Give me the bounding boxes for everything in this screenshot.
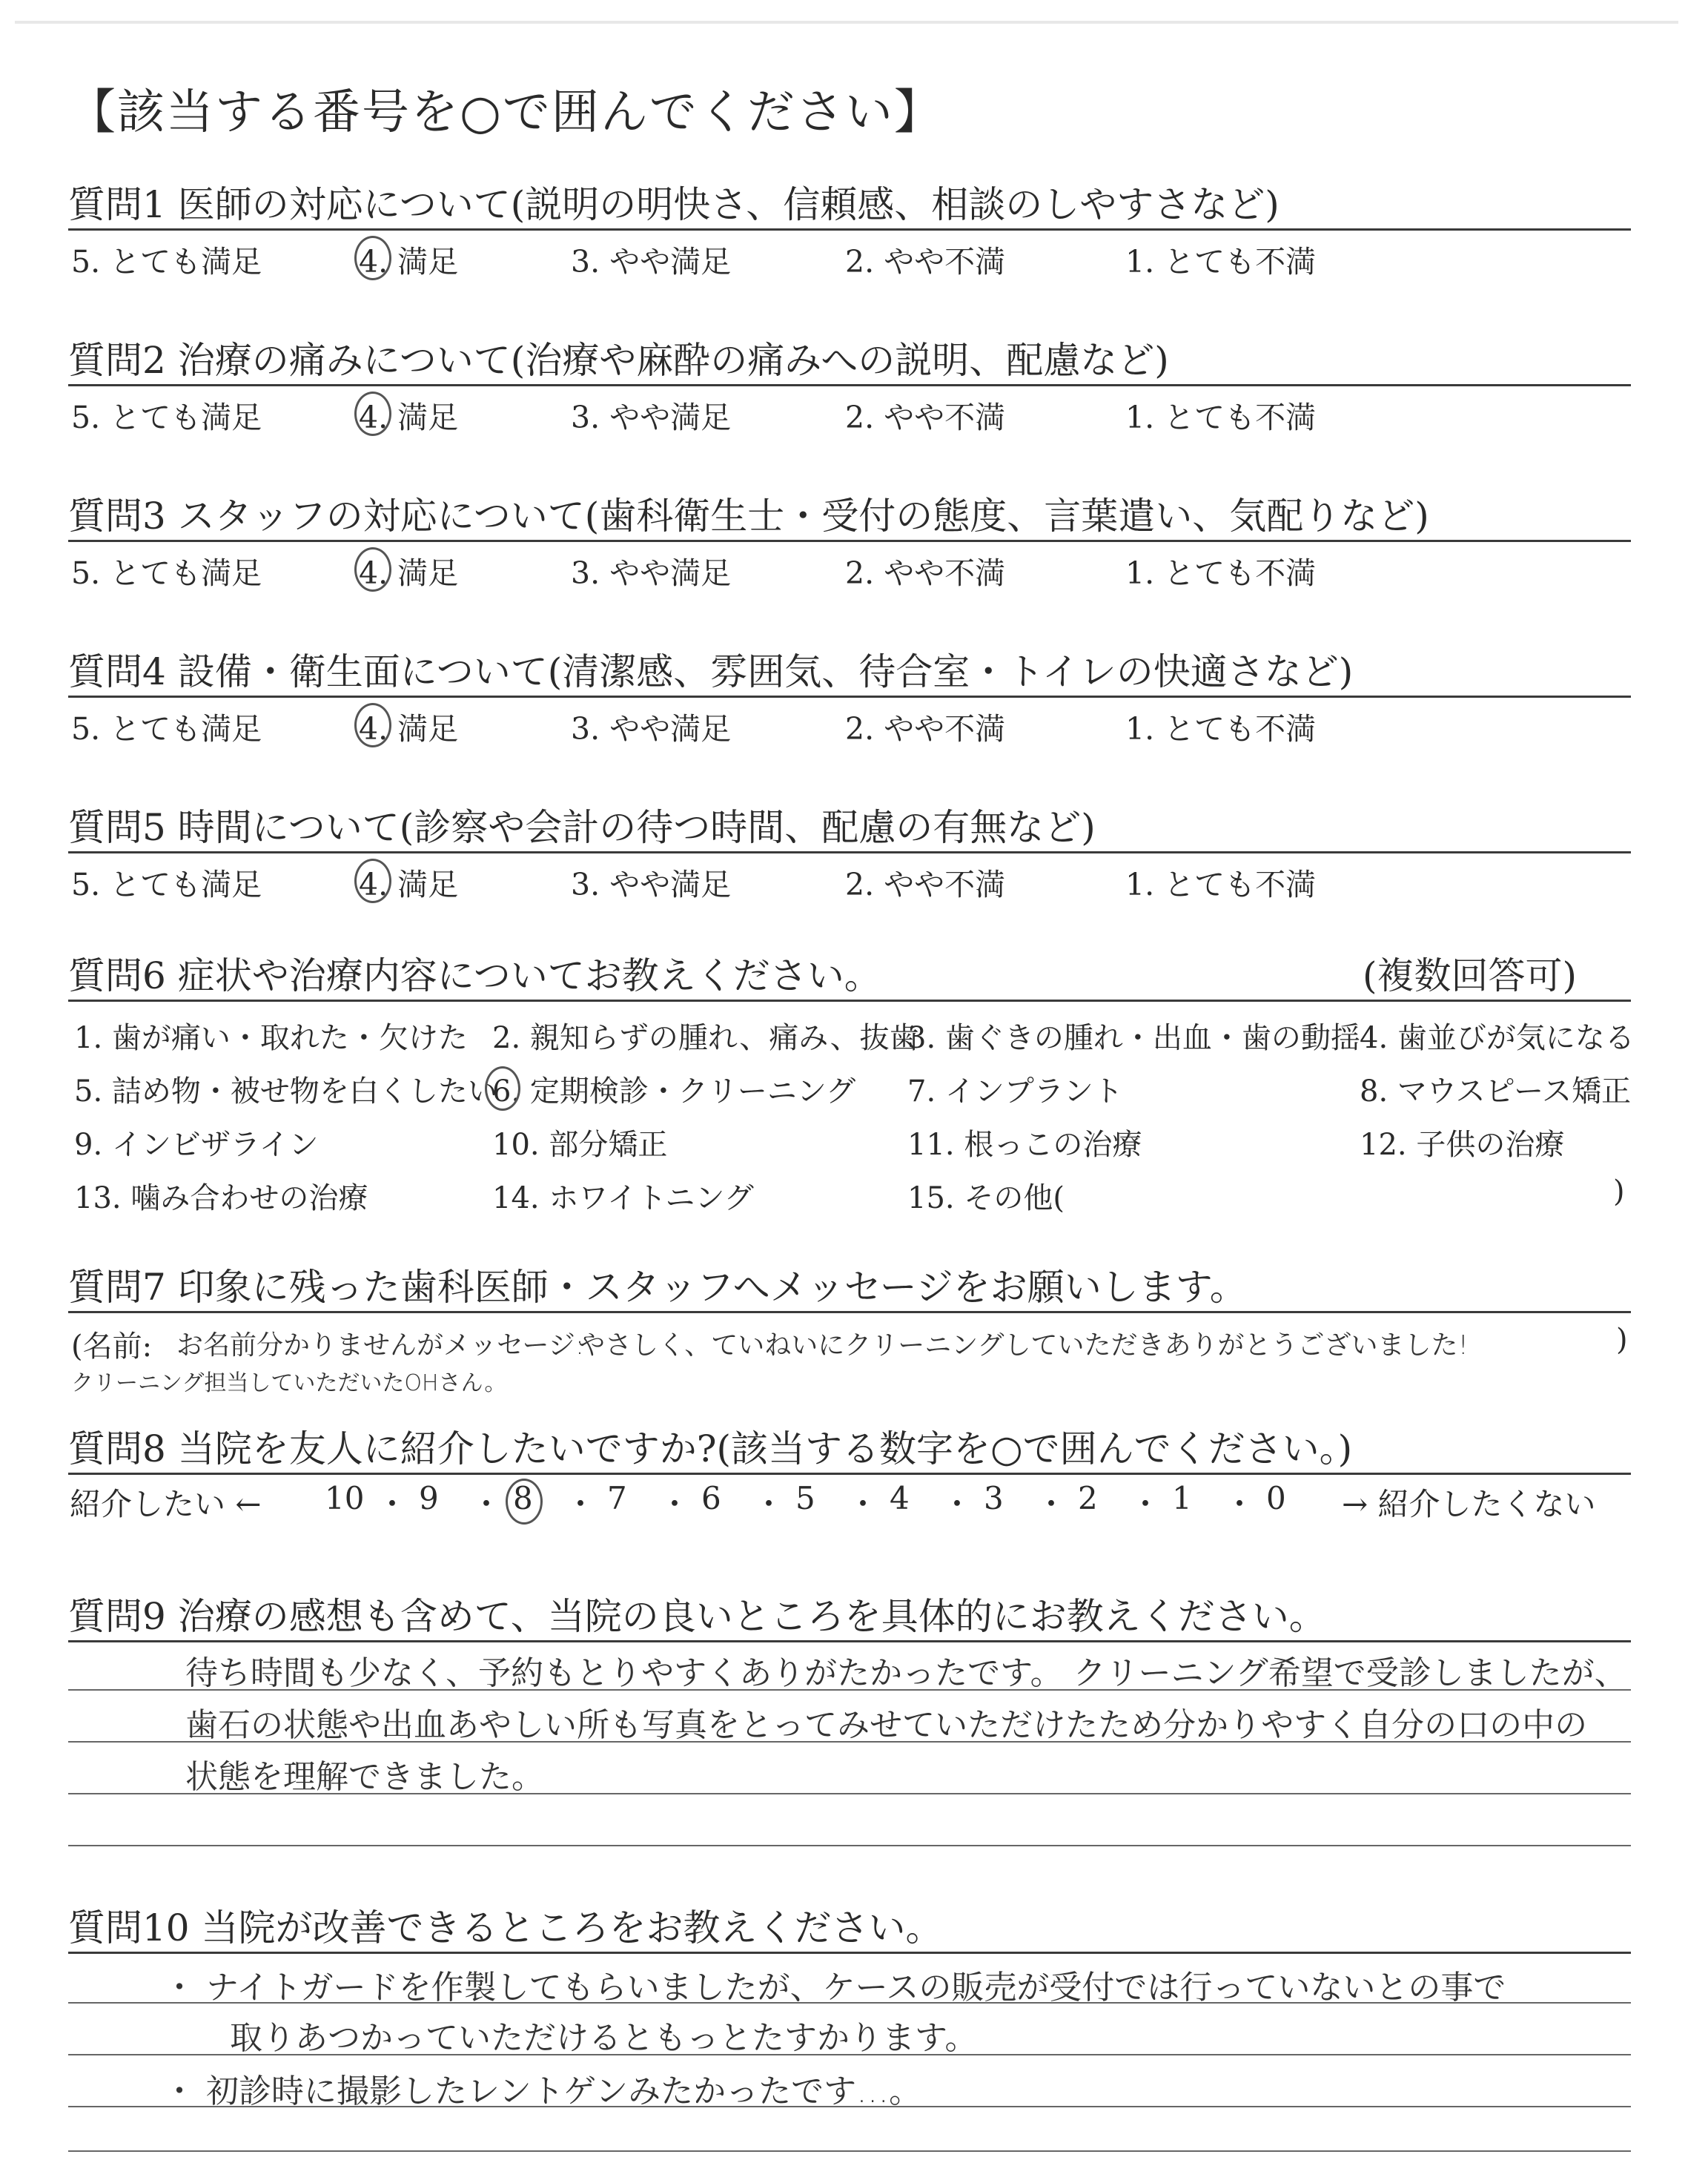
q2-option-1[interactable]: 1. とても不満 bbox=[1125, 400, 1317, 435]
q6-option-5[interactable]: 5. 詰め物・被せ物を白くしたい bbox=[74, 1074, 497, 1109]
q8-separator-dot: ・ bbox=[565, 1486, 597, 1522]
q1-selection-circle bbox=[354, 236, 391, 280]
q3-option-1[interactable]: 1. とても不満 bbox=[1125, 555, 1317, 591]
q5-option-4[interactable]: 4. 満足 bbox=[359, 867, 459, 902]
q6-option-10[interactable]: 10. 部分矯正 bbox=[492, 1128, 668, 1162]
q6-option-2[interactable]: 2. 親知らずの腫れ、痛み、抜歯 bbox=[492, 1021, 919, 1055]
q1-option-2[interactable]: 2. やや不満 bbox=[845, 244, 1006, 280]
q8-left-label: 紹介したい ← bbox=[70, 1486, 262, 1522]
q6-rule bbox=[68, 1000, 1631, 1002]
q8-option-5[interactable]: 5 bbox=[795, 1480, 815, 1516]
q3-option-4[interactable]: 4. 満足 bbox=[359, 555, 459, 591]
q6-note: (複数回答可) bbox=[1363, 954, 1578, 997]
q2-option-2[interactable]: 2. やや不満 bbox=[845, 400, 1006, 435]
q9-answer-line-1: 待ち時間も少なく、予約もとりやすくありがたかったです。 クリーニング希望で受診しましたが、 bbox=[185, 1654, 1627, 1692]
q4-title: 質問4 設備・衛生面について(清潔感、雰囲気、待合室・トイレの快適さなど) bbox=[68, 650, 1354, 693]
q8-option-7[interactable]: 7 bbox=[607, 1480, 627, 1516]
q8-option-4[interactable]: 4 bbox=[890, 1480, 910, 1516]
q4-option-2[interactable]: 2. やや不満 bbox=[845, 711, 1006, 747]
q5-selection-circle bbox=[354, 859, 391, 903]
q4-option-4[interactable]: 4. 満足 bbox=[359, 711, 459, 747]
q2-title: 質問2 治療の痛みについて(治療や麻酔の痛みへの説明、配慮など) bbox=[68, 339, 1169, 382]
q6-option-4[interactable]: 4. 歯並びが気になる bbox=[1360, 1021, 1635, 1055]
q2-option-4[interactable]: 4. 満足 bbox=[359, 400, 459, 435]
q8-option-10[interactable]: 10 bbox=[325, 1480, 365, 1516]
q8-title: 質問8 当院を友人に紹介したいですか?(該当する数字を○で囲んでください。) bbox=[68, 1427, 1353, 1470]
q9-line-rule bbox=[68, 1845, 1631, 1846]
q6-option-9[interactable]: 9. インビザライン bbox=[74, 1128, 319, 1162]
q4-rule bbox=[68, 696, 1631, 698]
q9-answer-line-3: 状態を理解できました。 bbox=[185, 1758, 544, 1796]
q4-option-5[interactable]: 5. とても満足 bbox=[71, 711, 262, 747]
q6-option-12[interactable]: 12. 子供の治療 bbox=[1360, 1128, 1565, 1162]
q6-option-15[interactable]: 15. その他( bbox=[907, 1181, 1065, 1215]
q6-option-1[interactable]: 1. 歯が痛い・取れた・欠けた bbox=[74, 1021, 468, 1055]
q7-rule bbox=[68, 1311, 1631, 1313]
q3-option-3[interactable]: 3. やや満足 bbox=[571, 555, 732, 591]
q7-message: やさしく、ていねいにクリーニングしていただきありがとうございました! bbox=[578, 1330, 1469, 1361]
q5-option-2[interactable]: 2. やや不満 bbox=[845, 867, 1006, 902]
q10-rule bbox=[68, 1952, 1631, 1954]
q3-selection-circle bbox=[354, 547, 391, 592]
q8-rule bbox=[68, 1473, 1631, 1475]
q1-option-1[interactable]: 1. とても不満 bbox=[1125, 244, 1317, 280]
q4-option-1[interactable]: 1. とても不満 bbox=[1125, 711, 1317, 747]
q9-rule bbox=[68, 1640, 1631, 1642]
scan-edge bbox=[15, 21, 1678, 24]
q10-answer-line-3: ・ 初診時に撮影したレントゲンみたかったです…。 bbox=[163, 2073, 922, 2110]
q8-option-0[interactable]: 0 bbox=[1266, 1480, 1286, 1516]
q8-separator-dot: ・ bbox=[1036, 1486, 1068, 1522]
q8-option-6[interactable]: 6 bbox=[701, 1480, 721, 1516]
q8-option-1[interactable]: 1 bbox=[1172, 1480, 1192, 1516]
q3-title: 質問3 スタッフの対応について(歯科衛生士・受付の態度、言葉遣い、気配りなど) bbox=[68, 495, 1429, 538]
q7-close-paren: ) bbox=[1616, 1323, 1628, 1357]
q8-separator-dot: ・ bbox=[1130, 1486, 1162, 1522]
q8-separator-dot: ・ bbox=[753, 1486, 785, 1522]
q6-option-6[interactable]: 6. 定期検診・クリーニング bbox=[492, 1074, 856, 1109]
q10-title: 質問10 当院が改善できるところをお教えください。 bbox=[68, 1906, 943, 1949]
q3-rule bbox=[68, 540, 1631, 542]
q6-title: 質問6 症状や治療内容についてお教えください。 bbox=[68, 954, 881, 997]
q2-option-3[interactable]: 3. やや満足 bbox=[571, 400, 732, 435]
q7-name-text: お名前分かりませんがメッセージ: bbox=[176, 1330, 584, 1361]
q3-option-5[interactable]: 5. とても満足 bbox=[71, 555, 262, 591]
q6-option-11[interactable]: 11. 根っこの治療 bbox=[907, 1128, 1142, 1162]
q10-answer-line-2: 取りあつかっていただけるともっとたすかります。 bbox=[230, 2019, 978, 2057]
q5-title: 質問5 時間について(診察や会計の待つ時間、配慮の有無など) bbox=[68, 806, 1096, 849]
q6-option-13[interactable]: 13. 噛み合わせの治療 bbox=[74, 1181, 368, 1215]
q6-other-close-paren: ) bbox=[1613, 1175, 1625, 1209]
q7-line2: クリーニング担当していただいたOHさん。 bbox=[71, 1370, 507, 1396]
q1-title: 質問1 医師の対応について(説明の明快さ、信頼感、相談のしやすさなど) bbox=[68, 183, 1280, 226]
q5-option-3[interactable]: 3. やや満足 bbox=[571, 867, 732, 902]
q9-answer-line-2: 歯石の状態や出血あやしい所も写真をとってみせていただけたため分かりやすく自分の口の中の bbox=[185, 1706, 1588, 1744]
q2-selection-circle bbox=[354, 392, 391, 436]
q8-option-3[interactable]: 3 bbox=[984, 1480, 1004, 1516]
q10-answer-line-1: ・ ナイトガードを作製してもらいましたが、ケースの販売が受付では行っていないとの事で bbox=[163, 1969, 1506, 2007]
q8-separator-dot: ・ bbox=[1224, 1486, 1256, 1522]
q1-rule bbox=[68, 228, 1631, 231]
q7-name-prefix: (名前: bbox=[71, 1330, 153, 1364]
q4-option-3[interactable]: 3. やや満足 bbox=[571, 711, 732, 747]
q8-option-8[interactable]: 8 bbox=[513, 1480, 533, 1516]
q6-option-7[interactable]: 7. インプラント bbox=[907, 1074, 1123, 1109]
q6-option-8[interactable]: 8. マウスピース矯正 bbox=[1360, 1074, 1632, 1109]
q4-selection-circle bbox=[354, 703, 391, 747]
q3-option-2[interactable]: 2. やや不満 bbox=[845, 555, 1006, 591]
q8-separator-dot: ・ bbox=[659, 1486, 691, 1522]
q9-title: 質問9 治療の感想も含めて、当院の良いところを具体的にお教えください。 bbox=[68, 1595, 1326, 1638]
q1-option-3[interactable]: 3. やや満足 bbox=[571, 244, 732, 280]
q8-separator-dot: ・ bbox=[377, 1486, 408, 1522]
q8-separator-dot: ・ bbox=[941, 1486, 973, 1522]
q8-right-label: → 紹介したくない bbox=[1342, 1486, 1596, 1522]
q6-option-3[interactable]: 3. 歯ぐきの腫れ・出血・歯の動揺 bbox=[907, 1021, 1360, 1055]
q8-separator-dot: ・ bbox=[471, 1486, 503, 1522]
q5-rule bbox=[68, 851, 1631, 853]
q8-selection-circle bbox=[506, 1479, 543, 1525]
q8-option-2[interactable]: 2 bbox=[1078, 1480, 1098, 1516]
q1-option-4[interactable]: 4. 満足 bbox=[359, 244, 459, 280]
q6-option-14[interactable]: 14. ホワイトニング bbox=[492, 1181, 754, 1215]
q2-rule bbox=[68, 384, 1631, 386]
q7-title: 質問7 印象に残った歯科医師・スタッフへメッセージをお願いします。 bbox=[68, 1266, 1247, 1309]
q5-option-5[interactable]: 5. とても満足 bbox=[71, 867, 262, 902]
q5-option-1[interactable]: 1. とても不満 bbox=[1125, 867, 1317, 902]
q1-option-5[interactable]: 5. とても満足 bbox=[71, 244, 262, 280]
page-title: 【該当する番号を○で囲んでください】 bbox=[68, 85, 943, 140]
q10-line-rule bbox=[68, 2150, 1631, 2152]
q2-option-5[interactable]: 5. とても満足 bbox=[71, 400, 262, 435]
q6-selection-circle bbox=[485, 1066, 520, 1111]
q8-option-9[interactable]: 9 bbox=[419, 1480, 439, 1516]
q8-separator-dot: ・ bbox=[847, 1486, 879, 1522]
